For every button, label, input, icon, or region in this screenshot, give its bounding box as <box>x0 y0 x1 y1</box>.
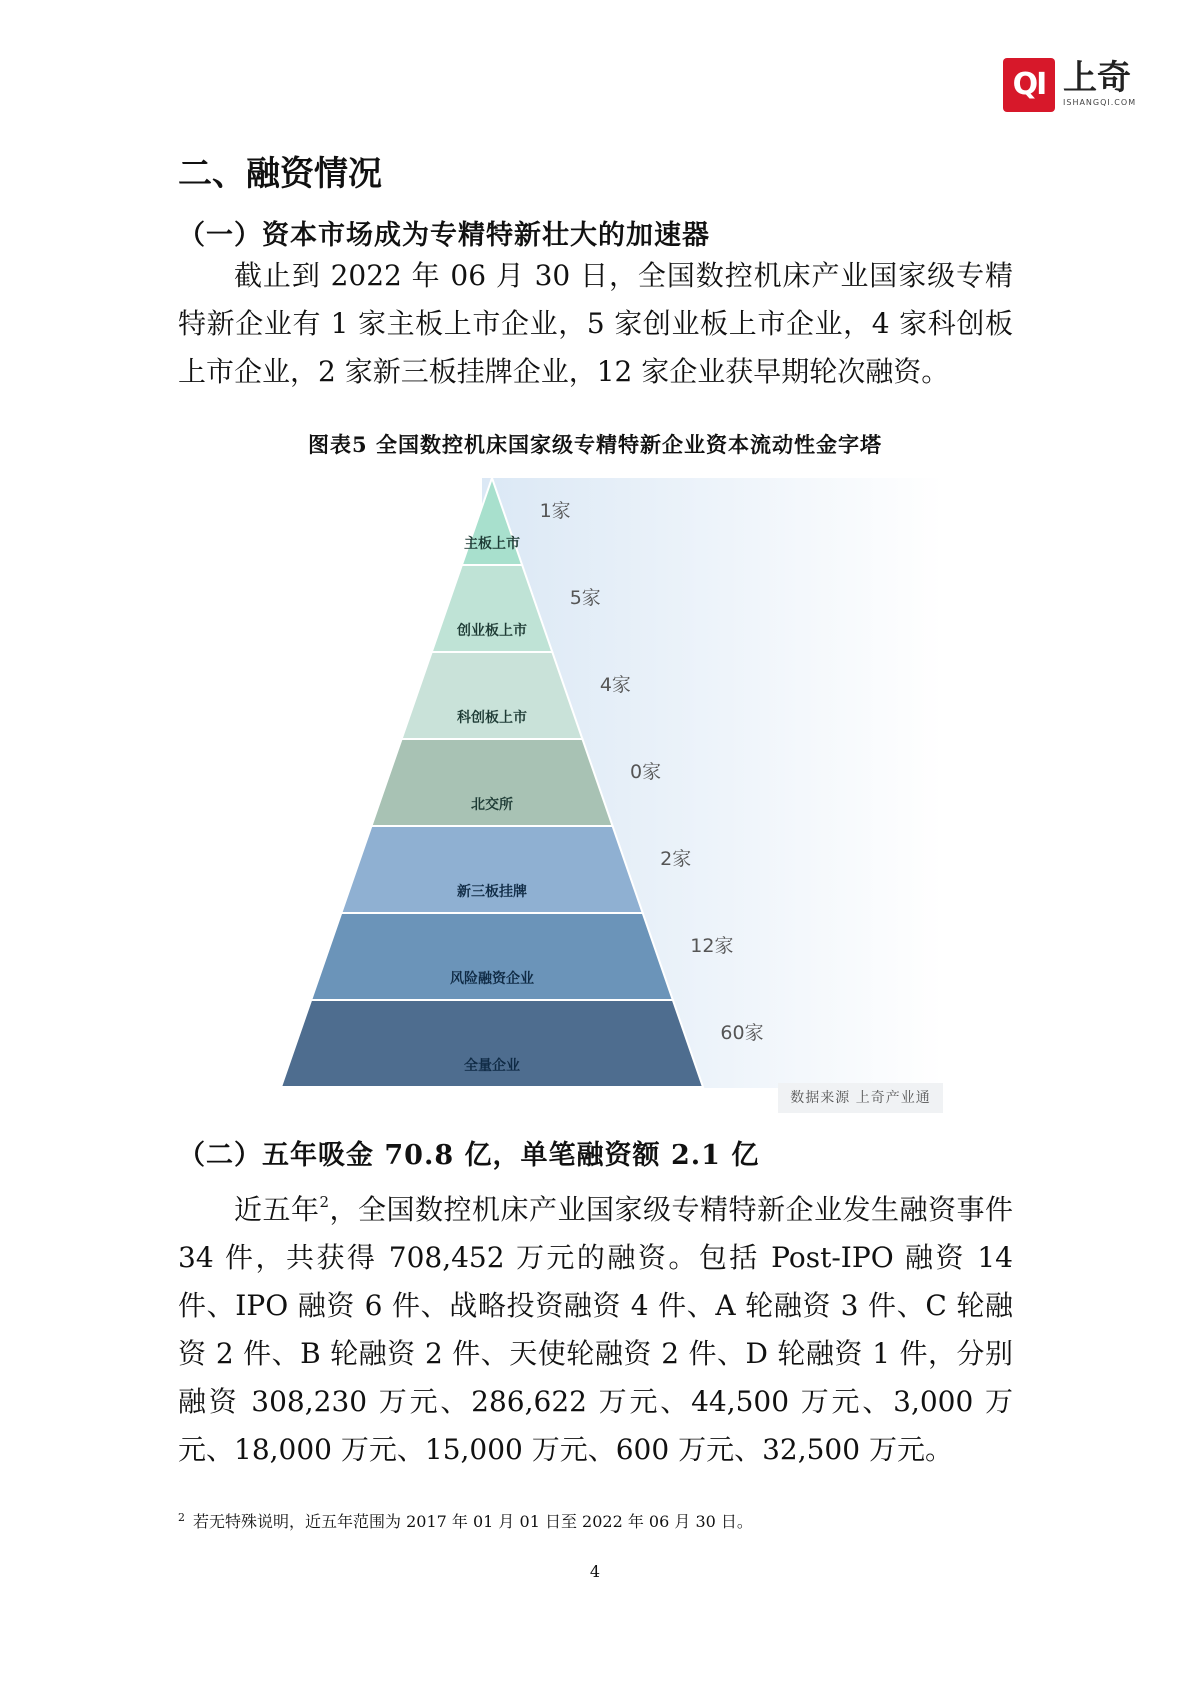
paragraph-body: ，全国数控机床产业国家级专精特新企业发生融资事件 34 件，共获得 708,452 万元的融资。包括 Post-IPO 融资 14 件、IPO 融资 6 件、战略投资融资 4 件、A 轮融资 3 件、C 轮融资 2 件、B 轮融资 2 件、天使轮融资 2 件、D 轮融资 1 件，分别融资 308,230 万元、286,622 万元、44,500 万元、3,000 万元、18,000 万元、15,000 万元、600 万元、32,500 万元。 <box>178 1193 1013 1466</box>
pyramid-level-label: 北交所 <box>471 797 513 813</box>
subsection-2-paragraph <box>178 1186 1013 1474</box>
footnote-marker: 2 <box>178 1511 185 1524</box>
pyramid-level-label: 风险融资企业 <box>450 971 534 987</box>
section-heading: 二、融资情况 <box>178 154 382 194</box>
page-number: 4 <box>589 1562 601 1581</box>
figure-source: 数据来源 上奇产业通 <box>778 1083 943 1113</box>
logo-name: 上奇 <box>1063 58 1131 98</box>
pyramid-value-label: 4家 <box>599 674 631 697</box>
footnote-reference[interactable]: 2 <box>319 1193 330 1211</box>
pyramid-value-label: 1家 <box>539 500 571 523</box>
subsection-2-title: （二）五年吸金 70.8 亿，单笔融资额 2.1 亿 <box>178 1140 760 1171</box>
pyramid-value-label: 5家 <box>569 587 601 610</box>
logo-mark: QI <box>1003 58 1055 112</box>
subsection-1-title: （一）资本市场成为专精特新壮大的加速器 <box>178 220 710 251</box>
pyramid-level-label: 主板上市 <box>464 536 520 552</box>
pyramid-level-label: 科创板上市 <box>457 710 527 726</box>
logo-url: ISHANGQI.COM <box>1063 98 1137 107</box>
pyramid-level-label: 新三板挂牌 <box>457 884 527 900</box>
pyramid-value-label: 2家 <box>660 848 692 871</box>
figure-caption: 图表5 全国数控机床国家级专精特新企业资本流动性金字塔 <box>308 432 882 457</box>
pyramid-value-label: 60家 <box>720 1022 764 1045</box>
pyramid-value-label: 12家 <box>690 935 734 958</box>
footnote-text: 若无特殊说明，近五年范围为 2017 年 01 月 01 日至 2022 年 06 月 30 日。 <box>193 1512 753 1531</box>
pyramid-value-label: 0家 <box>629 761 662 784</box>
pyramid-level-label: 全量企业 <box>464 1058 520 1074</box>
footnote <box>178 1510 753 1534</box>
pyramid-level-label: 创业板上市 <box>457 623 527 639</box>
subsection-1-paragraph: 截止到 2022 年 06 月 30 日，全国数控机床产业国家级专精特新企业有 1 家主板上市企业，5 家创业板上市企业，4 家科创板上市企业，2 家新三板挂牌企业，12 家企业获早期轮次融资。 <box>178 259 1013 388</box>
paragraph-lead: 近五年 <box>234 1193 320 1226</box>
